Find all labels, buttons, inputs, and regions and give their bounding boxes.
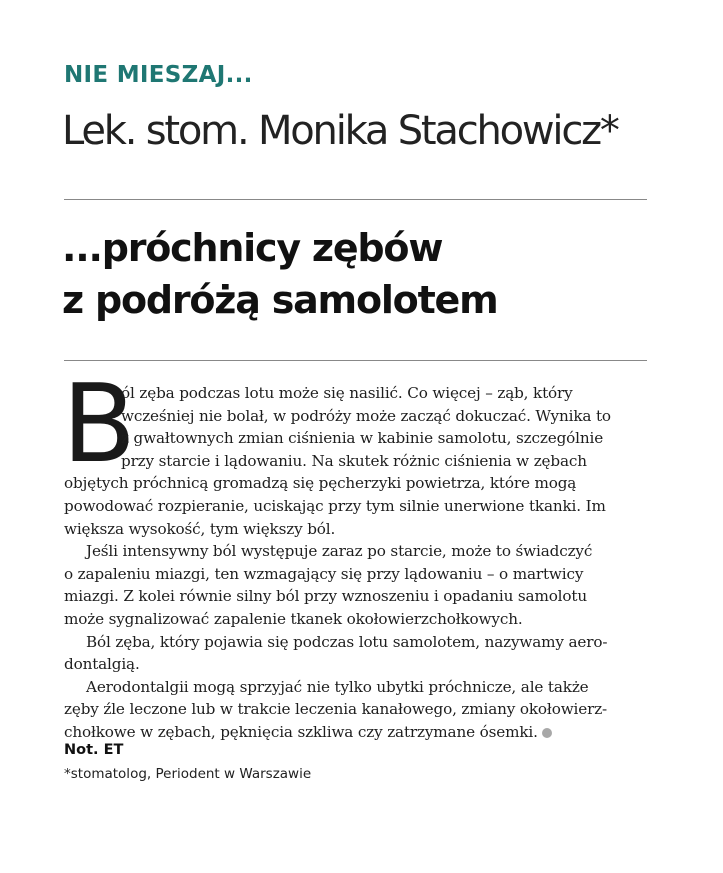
body-line: z gwałtownych zmian ciśnienia w kabinie samolotu, szczególnie (121, 429, 604, 448)
body-line: o zapaleniu miazgi, ten wzmagający się przy lądowaniu – o martwicy (64, 564, 584, 583)
author-footnote: *stomatolog, Periodent w Warszawie (64, 766, 312, 782)
signature: Not. ET (64, 742, 124, 758)
headline-line-2: z podróżą samolotem (62, 278, 498, 322)
body-line: może sygnalizować zapalenie tkanek okołowierzchołkowych. (64, 609, 523, 628)
end-of-article-dot-icon (542, 728, 552, 738)
body-line: powodować rozpieranie, uciskając przy tym silnie unerwione tkanki. Im (64, 496, 606, 515)
body-line: Jeśli intensywny ból występuje zaraz po starcie, może to świadczyć (86, 542, 593, 561)
drop-cap: B (62, 362, 137, 487)
body-line: wcześniej nie bolał, w podróży może zacząć dokuczać. Wynika to (121, 406, 611, 425)
body-line: zęby źle leczone lub w trakcie leczenia kanałowego, zmiany okołowierz- (64, 700, 608, 719)
section-kicker: NIE MIESZAJ... (64, 62, 253, 88)
divider-top (64, 199, 647, 200)
body-line: większa wysokość, tym większy ból. (64, 519, 336, 538)
body-line: dontalgią. (64, 655, 140, 674)
body-line: miazgi. Z kolei równie silny ból przy wznoszeniu i opadaniu samolotu (64, 587, 587, 606)
body-line: przy starcie i lądowaniu. Na skutek różnic ciśnienia w zębach (121, 451, 587, 470)
author-name: Lek. stom. Monika Stachowicz* (62, 108, 618, 154)
headline-line-1: ...próchnicy zębów (62, 226, 443, 270)
article-headline (62, 222, 498, 326)
article-body (64, 382, 648, 744)
body-line: Ból zęba, który pojawia się podczas lotu samolotem, nazywamy aero- (86, 632, 608, 651)
body-line-last (64, 721, 648, 744)
body-line: ól zęba podczas lotu może się nasilić. Co więcej – ząb, który (121, 384, 573, 402)
body-line: objętych próchnicą gromadzą się pęcherzyki powietrza, które mogą (64, 474, 577, 493)
divider-bottom (64, 360, 647, 361)
body-line-last-text: chołkowe w zębach, pęknięcia szkliwa czy zatrzymane ósemki. (64, 722, 538, 741)
body-line: Aerodontalgii mogą sprzyjać nie tylko ubytki próchnicze, ale także (86, 677, 589, 696)
